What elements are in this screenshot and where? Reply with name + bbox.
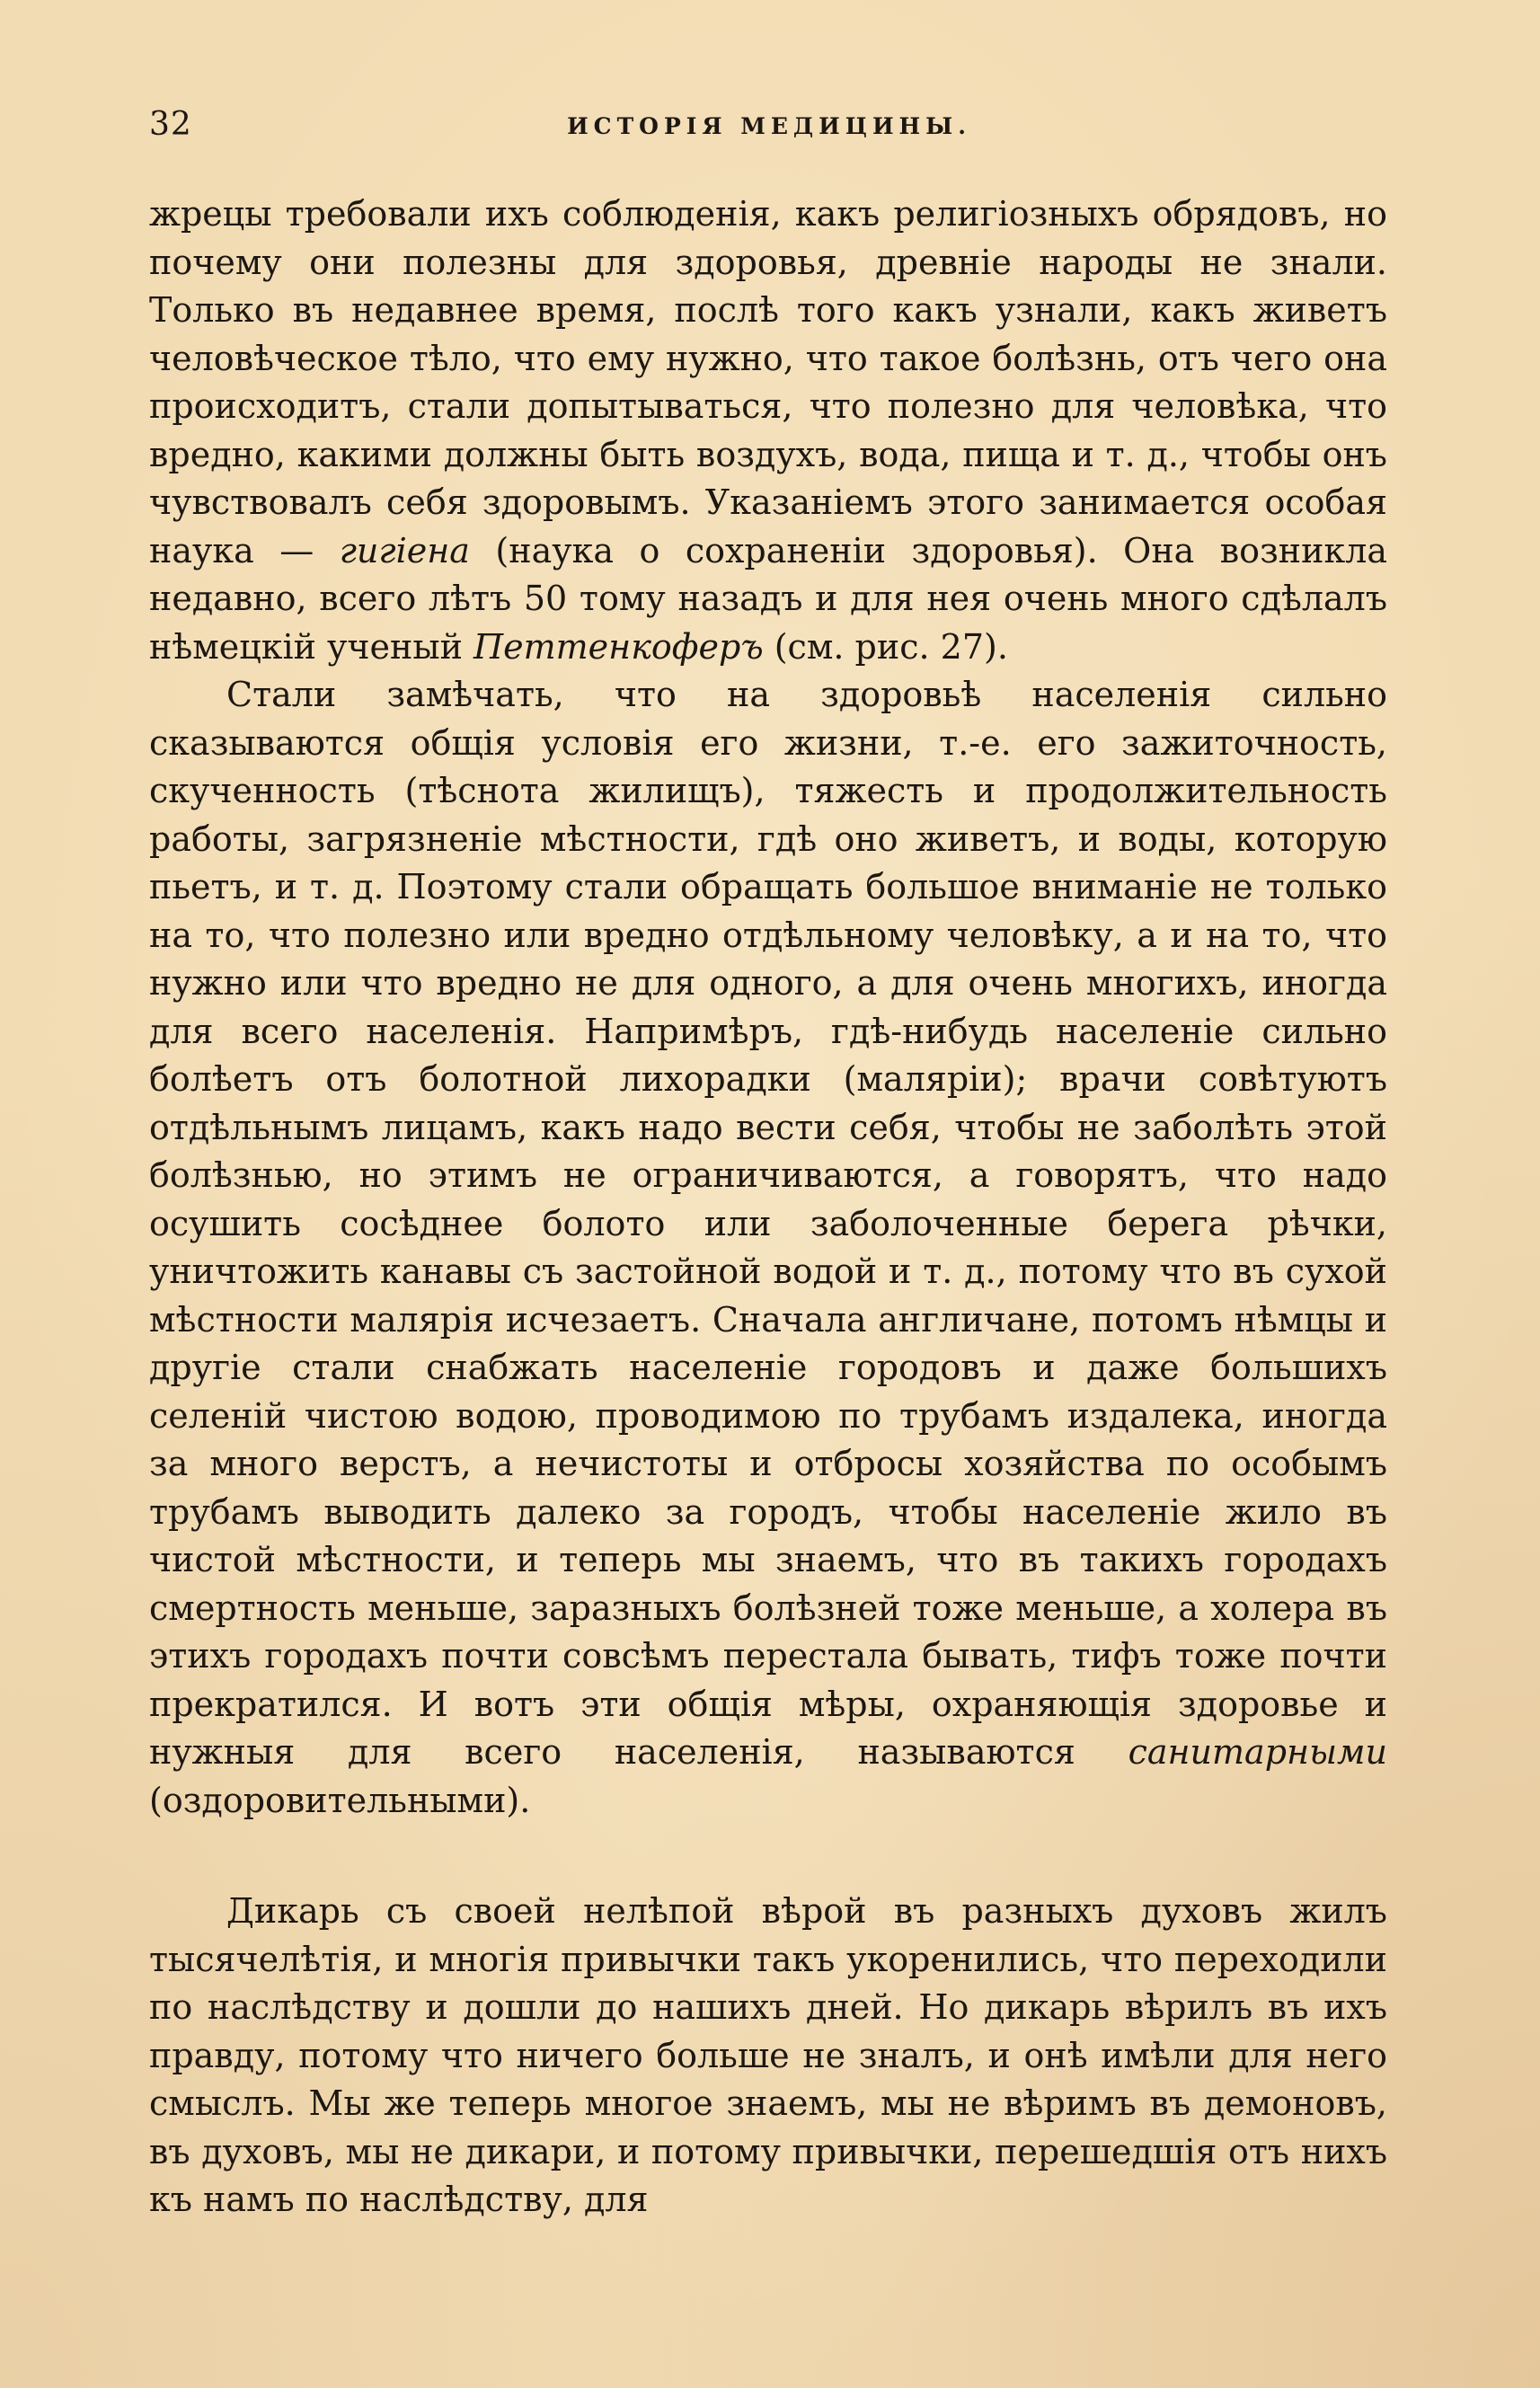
paragraph-text: Дикарь съ своей нелѣпой вѣрой въ разныхъ духовъ жилъ тысячелѣтія, и многія привычки такъ укоренились, что переходили по наслѣдству и дошли до нашихъ дней. Но дикарь вѣрилъ въ ихъ правду, потому что ничего больше не зналъ, и онѣ имѣли для него смыслъ. Мы же теперь многое знаемъ, мы не вѣримъ въ демоновъ, въ духовъ, мы не дикари, и потому привычки, перешедшія отъ нихъ къ намъ по наслѣдству, для: [149, 1891, 1387, 2219]
paragraph-text: жрецы требовали ихъ соблюденія, какъ религіозныхъ обрядовъ, но почему они полезны для здоровья, древніе народы не знали. Только въ недавнее время, послѣ того какъ узнали, какъ живетъ человѣческое тѣло, что ему нужно, что такое болѣзнь, отъ чего она происходитъ, стали допытываться, что полезно для человѣка, что вредно, какими должны быть воздухъ, вода, пища и т. д., чтобы онъ чувствовалъ себя здоровымъ. Указаніемъ этого занимается особая наука —: [149, 194, 1387, 570]
paragraph-gap: [149, 1825, 1387, 1888]
paragraph-text: (наука о сохраненіи здоровья). Она возникла недавно, всего лѣтъ 50 тому назадъ и для нея очень много сдѣлалъ нѣмецкій ученый: [149, 530, 1387, 667]
italic-name-pettenkofer: Петтенкоферъ: [473, 626, 764, 667]
paragraph-text: (оздоровительными).: [149, 1780, 531, 1820]
italic-term-hygiene: гигіена: [339, 530, 470, 570]
page-header: [149, 106, 1389, 151]
paragraph-savage: [149, 1888, 1387, 2224]
running-title: ИСТОРІЯ МЕДИЦИНЫ.: [567, 113, 971, 139]
paragraph-text: Стали замѣчать, что на здоровьѣ населенія сильно сказываются общія условія его жизни, т.-е. его зажиточность, скученность (тѣснота жилищъ), тяжесть и продолжительность работы, загрязненіе мѣстности, гдѣ оно живетъ, и воды, которую пьетъ, и т. д. Поэтому стали обращать большое вниманіе не только на то, что полезно или вредно отдѣльному человѣку, а и на то, что нужно или что вредно не для одного, а для очень многихъ, иногда для всего населенія. Напримѣръ, гдѣ-нибудь населеніе сильно болѣетъ отъ болотной лихорадки (маляріи); врачи совѣтуютъ отдѣльнымъ лицамъ, какъ надо вести себя, чтобы не заболѣть этой болѣзнью, но этимъ не ограничиваются, а говорятъ, что надо осушить сосѣднее болото или заболоченные берега рѣчки, уничтожить канавы съ застойной водой и т. д., потому что въ сухой мѣстности малярія исчезаетъ. Сначала англичане, потомъ нѣмцы и другіе стали снабжать населеніе городовъ и даже большихъ селеній чистою водою, проводимою по трубамъ издалека, иногда за много верстъ, а нечистоты и отбросы хозяйства по особымъ трубамъ выводить далеко за городъ, чтобы населеніе жило въ чистой мѣстности, и теперь мы знаемъ, что въ такихъ городахъ смертность меньше, заразныхъ болѣзней тоже меньше, а холера въ этихъ городахъ почти совсѣмъ перестала бывать, тифъ тоже почти прекратился. И вотъ эти общія мѣры, охраняющія здоровье и нужныя для всего населенія, называются: [149, 675, 1387, 1772]
paragraph-continued: [149, 190, 1387, 671]
page-number: 32: [149, 106, 192, 143]
page-body: [149, 190, 1387, 2224]
paragraph-text: (см. рис. 27).: [763, 626, 1008, 667]
italic-term-sanitary: санитарными: [1128, 1732, 1387, 1772]
paragraph-sanitary: [149, 671, 1387, 1825]
